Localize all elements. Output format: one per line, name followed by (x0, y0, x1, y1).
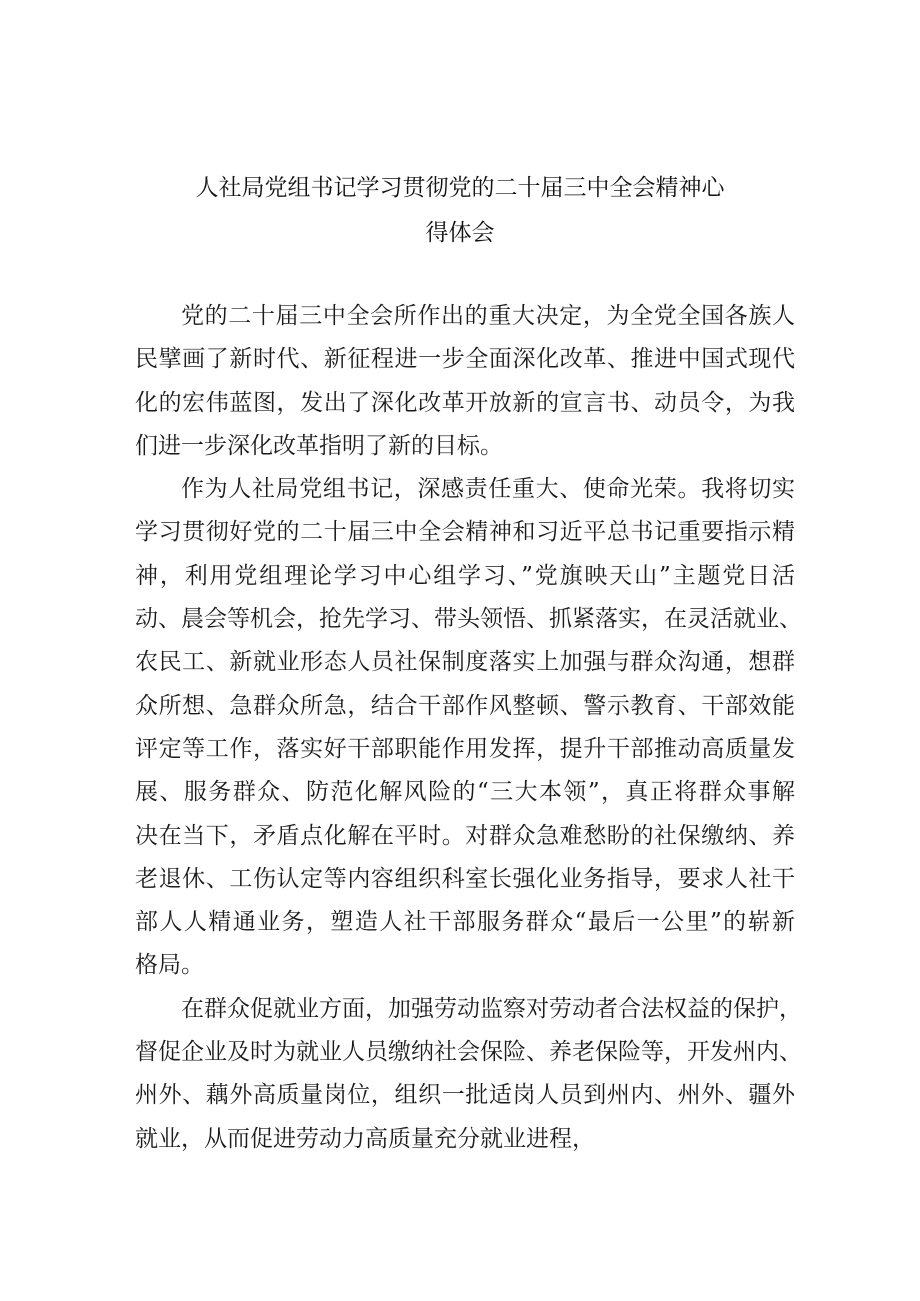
paragraph-line: 评定等工作，落实好干部职能作用发挥，提升干部推动高质量发 (135, 735, 795, 762)
paragraph-line: 格局。 (135, 952, 204, 979)
paragraph-line: 动、晨会等机会，抢先学习、带头领悟、抓紧落实，在灵活就业、 (135, 606, 802, 633)
paragraph-line: 部人人精通业务，塑造人社干部服务群众“最后一公里”的崭新 (135, 909, 795, 936)
paragraph-line: 老退休、工伤认定等内容组织科室长强化业务指导，要求人社干 (135, 865, 795, 892)
paragraph-line: 神，利用党组理论学习中心组学习、”党旗映天山”主题党日活 (135, 562, 795, 589)
paragraph-line: 党的二十届三中全会所作出的重大决定，为全党全国各族人 (181, 303, 795, 329)
title-line-1: 人社局党组书记学习贯彻党的二十届三中全会精神心 (195, 175, 725, 201)
title-line-2: 得体会 (425, 220, 495, 246)
paragraph-line: 民擘画了新时代、新征程进一步全面深化改革、推进中国式现代 (135, 346, 795, 373)
paragraph-3 (135, 988, 802, 1161)
paragraph-line: 州外、藕外高质量岗位，组织一批适岗人员到州内、州外、疆外 (135, 1082, 795, 1109)
paragraph-line: 学习贯彻好党的二十届三中全会精神和习近平总书记重要指示精 (135, 519, 795, 546)
document-body (135, 295, 802, 1161)
paragraph-line: 化的宏伟蓝图，发出了深化改革开放新的宣言书、动员令，为我 (135, 389, 795, 416)
paragraph-line: 决在当下，矛盾点化解在平时。对群众急难愁盼的社保缴纳、养 (135, 822, 795, 849)
paragraph-line: 展、服务群众、防范化解风险的“三大本领”，真正将群众事解 (135, 779, 795, 806)
document-title (120, 166, 800, 256)
paragraph-line: 作为人社局党组书记，深感责任重大、使命光荣。我将切实 (181, 476, 795, 503)
paragraph-line: 在群众促就业方面，加强劳动监察对劳动者合法权益的保护， (181, 995, 802, 1022)
paragraph-line: 农民工、新就业形态人员社保制度落实上加强与群众沟通，想群 (135, 649, 795, 676)
paragraph-line: 督促企业及时为就业人员缴纳社会保险、养老保险等，开发州内、 (135, 1039, 802, 1066)
paragraph-line: 们进一步深化改革指明了新的目标。 (135, 432, 503, 459)
paragraph-2 (135, 468, 802, 988)
paragraph-line: 众所想、急群众所急，结合干部作风整顿、警示教育、干部效能 (135, 692, 795, 719)
paragraph-1 (135, 295, 795, 468)
paragraph-line: 就业，从而促进劳动力高质量充分就业进程， (135, 1125, 595, 1152)
